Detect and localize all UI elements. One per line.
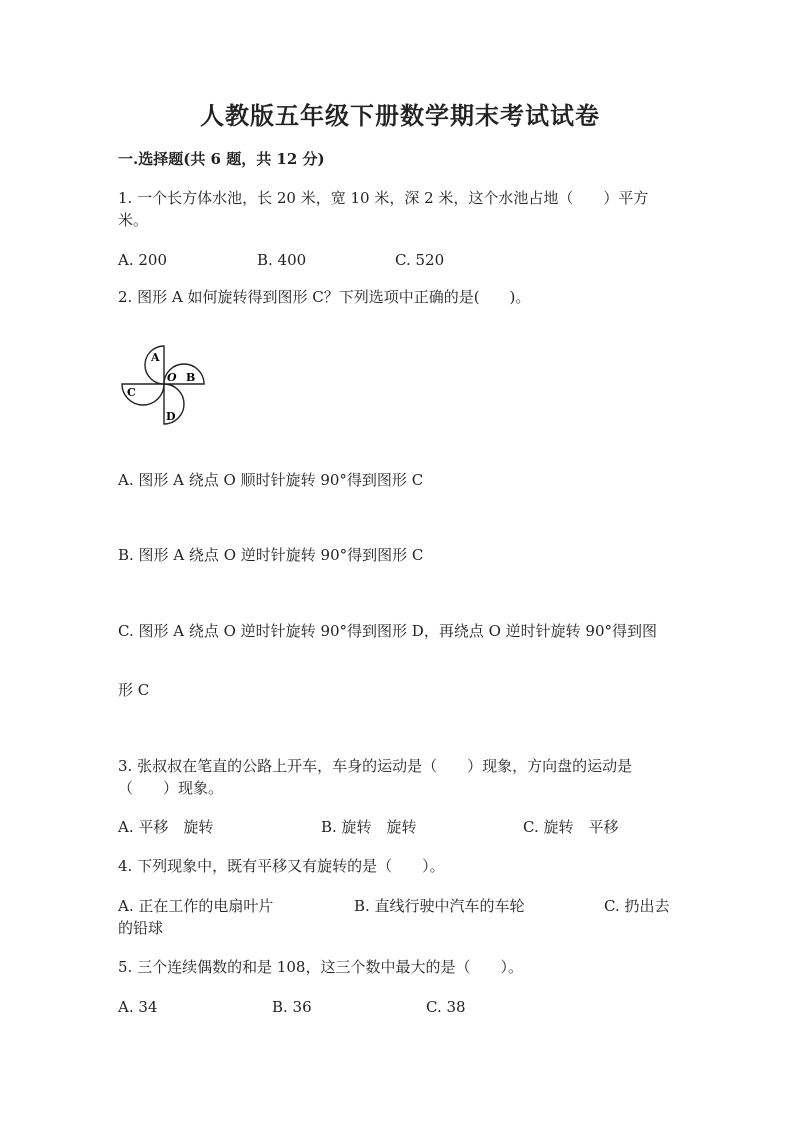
q4-option-b: B. 直线行驶中汽车的车轮 — [354, 897, 525, 915]
label-o: O — [167, 371, 177, 384]
section-heading: 一.选择题(共 6 题，共 12 分) — [118, 150, 325, 168]
q1-stem-line2: 米。 — [118, 211, 149, 229]
label-c: C — [127, 386, 136, 399]
q2-option-b: B. 图形 A 绕点 O 逆时针旋转 90°得到图形 C — [118, 546, 424, 564]
q5-option-a: A. 34 — [118, 998, 158, 1016]
q5-option-c: C. 38 — [426, 998, 466, 1016]
page-title: 人教版五年级下册数学期末考试试卷 — [200, 101, 600, 130]
q2-option-c-line2: 形 C — [118, 681, 150, 699]
q5-stem: 5. 三个连续偶数的和是 108，这三个数中最大的是（ ）。 — [118, 958, 523, 976]
label-b: B — [186, 371, 196, 384]
q2-option-a: A. 图形 A 绕点 O 顺时针旋转 90°得到图形 C — [118, 471, 424, 489]
label-d: D — [166, 410, 176, 423]
q1-option-c: C. 520 — [395, 251, 445, 269]
q2-stem: 2. 图形 A 如何旋转得到图形 C？下列选项中正确的是( )。 — [118, 288, 531, 306]
q3-stem-line2: （ ）现象。 — [118, 779, 224, 797]
q1-option-b: B. 400 — [257, 251, 307, 269]
q2-option-c: C. 图形 A 绕点 O 逆时针旋转 90°得到图形 D，再绕点 O 逆时针旋转 90°得到图 — [118, 622, 658, 640]
q4-option-c: C. 扔出去 — [604, 897, 670, 915]
q4-option-a: A. 正在工作的电扇叶片 — [118, 897, 274, 915]
rotation-figure — [118, 340, 218, 432]
q5-option-b: B. 36 — [272, 998, 312, 1016]
q4-option-c-line2: 的铅球 — [118, 919, 164, 937]
label-a: A — [151, 351, 160, 364]
q1-option-a: A. 200 — [118, 251, 167, 269]
q3-option-b: B. 旋转 旋转 — [321, 818, 417, 836]
q1-stem-line1: 1. 一个长方体水池，长 20 米，宽 10 米，深 2 米，这个水池占地（ ）平方 — [118, 189, 649, 207]
q4-stem: 4. 下列现象中，既有平移又有旋转的是（ ）。 — [118, 857, 445, 875]
q3-option-a: A. 平移 旋转 — [118, 818, 214, 836]
q3-option-c: C. 旋转 平移 — [523, 818, 619, 836]
q3-stem-line1: 3. 张叔叔在笔直的公路上开车，车身的运动是（ ）现象，方向盘的运动是 — [118, 757, 633, 775]
